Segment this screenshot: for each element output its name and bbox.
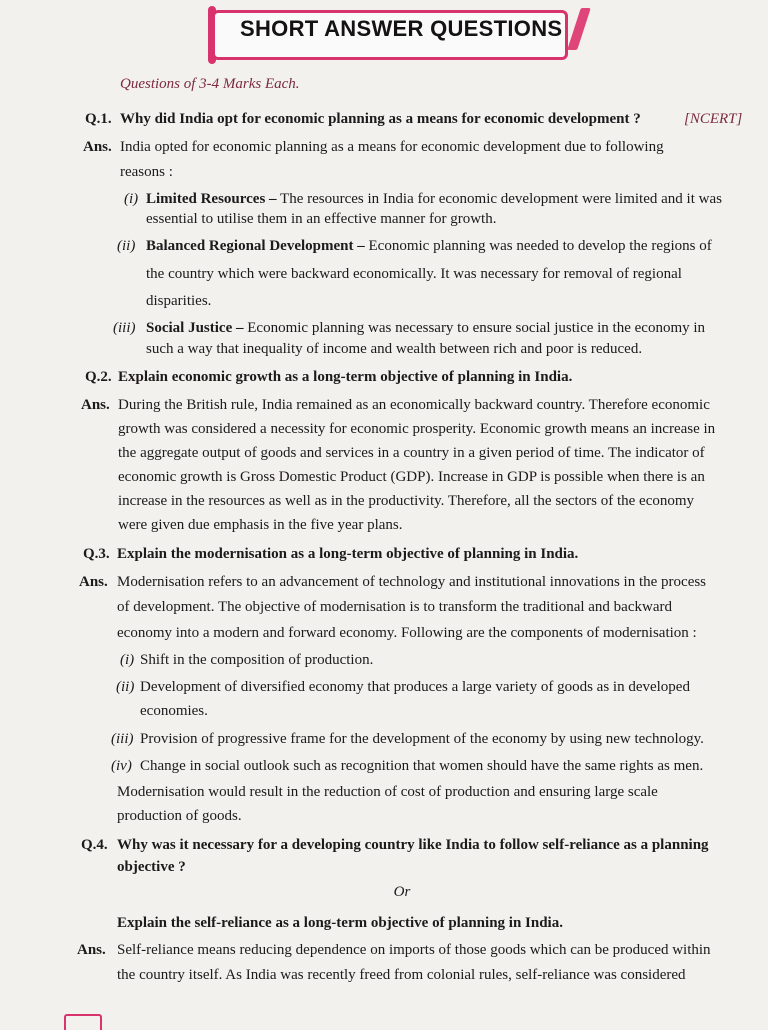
q4-ans-line-2: the country itself. As India was recently freed from colonial rules, self-reliance was considered xyxy=(117,967,686,983)
q4-ans-line-1: Self-reliance means reducing dependence on imports of those goods which can be produced within xyxy=(117,942,711,958)
q4-alt-text: Explain the self-reliance as a long-term objective of planning in India. xyxy=(117,915,563,931)
q3-closing-line-1: Modernisation would result in the reduction of cost of production and ensuring large scale xyxy=(117,784,658,800)
banner-title: SHORT ANSWER QUESTIONS xyxy=(240,16,563,41)
q3-number: Q.3. xyxy=(83,546,110,562)
q1-point-3-line-1: Social Justice – Economic planning was necessary to ensure social justice in the economy in xyxy=(146,320,706,336)
q3-point-3-roman: (iii) xyxy=(111,731,134,747)
q3-ans-line-1: Modernisation refers to an advancement of technology and institutional innovations in the process xyxy=(117,574,707,590)
q1-ans-line-1: India opted for economic planning as a means for economic development due to following xyxy=(120,139,664,155)
q1-point-2-roman: (ii) xyxy=(117,238,136,254)
q3-point-4-line-1: Change in social outlook such as recognition that women should have the same rights as men. xyxy=(140,758,704,774)
q1-text: Why did India opt for economic planning as a means for economic development ? xyxy=(120,111,641,127)
q2-number: Q.2. xyxy=(85,369,112,385)
q3-ans-line-2: of development. The objective of modernisation is to transform the traditional and backward xyxy=(117,599,672,615)
q1-point-2-line-2: the country which were backward economically. It was necessary for removal of regional xyxy=(146,266,682,282)
banner-slash-decoration xyxy=(567,8,591,50)
q2-ans-line-2: growth was considered a necessity for economic prosperity. Economic growth means an increase in xyxy=(118,421,716,437)
q1-point-3-line-2: such a way that inequality of income and wealth between rich and poor is reduced. xyxy=(146,341,643,357)
q3-ans-line-3: economy into a modern and forward economy. Following are the components of modernisation : xyxy=(117,625,697,641)
q3-point-4-roman: (iv) xyxy=(111,758,132,774)
section-banner xyxy=(212,6,602,64)
q1-point-2-line-3: disparities. xyxy=(146,293,212,309)
q2-ans-line-6: were given due emphasis in the five year plans. xyxy=(118,517,403,533)
q3-point-2-roman: (ii) xyxy=(116,679,135,695)
q2-ans-line-5: increase in the resources as well as in the productivity. Therefore, all the sectors of the economy xyxy=(118,493,695,509)
q1-point-3-label: Social Justice – xyxy=(146,320,244,336)
q1-point-1-line-2: essential to utilise them in an effective manner for growth. xyxy=(146,211,497,227)
q3-point-1-roman: (i) xyxy=(120,652,135,668)
q1-point-1-line-1: Limited Resources – The resources in India for economic development were limited and it was xyxy=(146,191,722,207)
q2-ans-line-4: economic growth is Gross Domestic Product (GDP). Increase in GDP is possible when there is an xyxy=(118,469,705,485)
section-label: Questions of 3-4 Marks Each. xyxy=(120,76,300,92)
q2-ans-line-1: During the British rule, India remained as an economically backward country. Therefore economic xyxy=(118,397,710,413)
q1-point-2-label: Balanced Regional Development – xyxy=(146,238,365,254)
q2-text: Explain economic growth as a long-term objective of planning in India. xyxy=(118,369,573,385)
q1-number: Q.1. xyxy=(85,111,112,127)
q1-ans-line-2: reasons : xyxy=(120,164,173,180)
q1-point-3-roman: (iii) xyxy=(113,320,136,336)
page-corner-mark xyxy=(64,1014,102,1030)
q4-text-line-1: Why was it necessary for a developing country like India to follow self-reliance as a planning xyxy=(117,837,709,853)
q1-point-2-line-1: Balanced Regional Development – Economic planning was needed to develop the regions of xyxy=(146,238,712,254)
q3-closing-line-2: production of goods. xyxy=(117,808,242,824)
q4-number: Q.4. xyxy=(81,837,108,853)
q4-text-line-2: objective ? xyxy=(117,859,186,875)
q4-or-separator: Or xyxy=(393,884,411,900)
q2-ans-line-3: the aggregate output of goods and services in a country in a given period of time. The indicator of xyxy=(118,445,705,461)
q1-ncert-tag: [NCERT] xyxy=(684,111,743,127)
q2-ans-label: Ans. xyxy=(81,397,110,413)
q3-point-1-line-1: Shift in the composition of production. xyxy=(140,652,374,668)
q3-ans-label: Ans. xyxy=(79,574,108,590)
q3-point-2-line-1: Development of diversified economy that produces a large variety of goods as in developed xyxy=(140,679,690,695)
q1-point-1-label: Limited Resources – xyxy=(146,191,277,207)
q3-point-3-line-1: Provision of progressive frame for the development of the economy by using new technology. xyxy=(140,731,704,747)
q3-text: Explain the modernisation as a long-term objective of planning in India. xyxy=(117,546,579,562)
q1-point-1-roman: (i) xyxy=(124,191,139,207)
q3-point-2-line-2: economies. xyxy=(140,703,208,719)
q4-ans-label: Ans. xyxy=(77,942,106,958)
q1-ans-label: Ans. xyxy=(83,139,112,155)
